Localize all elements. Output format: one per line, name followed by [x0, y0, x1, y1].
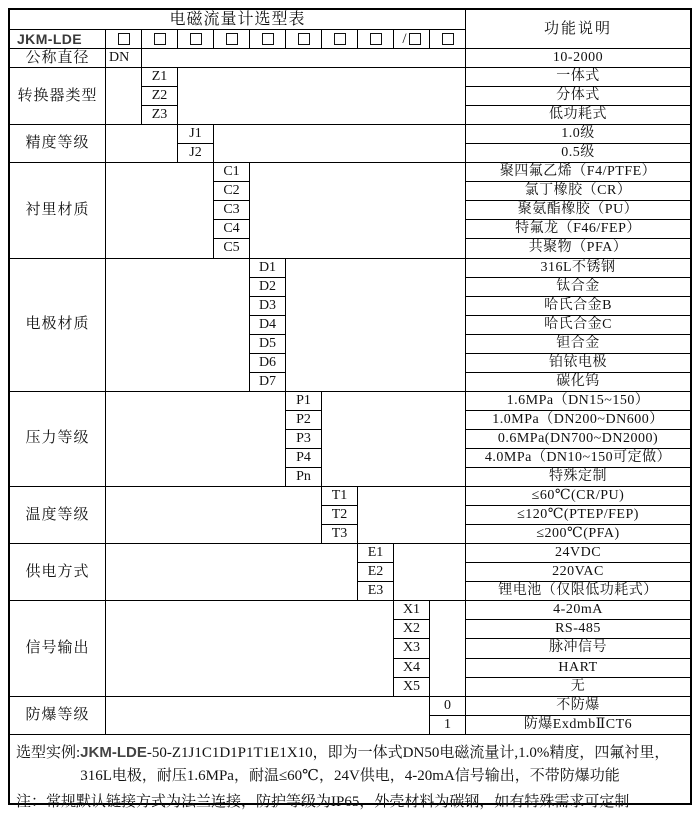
code-cell: J2 [178, 144, 214, 163]
description-cell: 4-20mA [466, 601, 690, 620]
checkbox-cell [178, 30, 214, 49]
checkbox-icon [262, 33, 274, 45]
category-label: 衬里材质 [10, 163, 106, 258]
filler-cell [106, 163, 214, 258]
description-cell: 哈氏合金C [466, 316, 690, 335]
description-cell: 316L不锈钢 [466, 259, 690, 278]
checkbox-icon [118, 33, 130, 45]
code-cell: T3 [322, 525, 358, 544]
code-cell: C1 [214, 163, 250, 182]
example-line-1 [16, 741, 684, 765]
checkbox-cell [430, 30, 466, 49]
table-title: 电磁流量计选型表 [10, 10, 466, 30]
function-description-header: 功能说明 [466, 10, 690, 49]
checkbox-icon [226, 33, 238, 45]
description-cell: RS-485 [466, 620, 690, 639]
description-cell: 特氟龙（F46/FEP） [466, 220, 690, 239]
description-cell: 一体式 [466, 68, 690, 87]
description-cell: 1.0级 [466, 125, 690, 144]
checkbox-cell [394, 30, 430, 49]
example-rest: -50-Z1J1C1D1P1T1E1X10，即为一体式DN50电磁流量计,1.0%精度，四氟衬里， [146, 744, 670, 761]
code-cell: D6 [250, 354, 286, 373]
description-cell: 铂铱电极 [466, 354, 690, 373]
description-cell: 防爆ExdmbⅡCT6 [466, 716, 690, 735]
checkbox-cell [106, 30, 142, 49]
checkbox-cell [250, 30, 286, 49]
code-cell: E2 [358, 563, 394, 582]
code-cell: D3 [250, 297, 286, 316]
code-cell: 0 [430, 697, 466, 716]
filler-cell [106, 544, 358, 601]
description-cell: ≤120℃(PTEP/FEP) [466, 506, 690, 525]
description-cell: 哈氏合金B [466, 297, 690, 316]
description-cell: 碳化钨 [466, 373, 690, 392]
filler-cell [178, 68, 466, 125]
checkbox-cell [358, 30, 394, 49]
description-cell: ≤200℃(PFA) [466, 525, 690, 544]
code-cell: E1 [358, 544, 394, 563]
checkbox-icon [298, 33, 310, 45]
code-cell: Z3 [142, 106, 178, 125]
filler-cell [358, 487, 466, 544]
code-cell: 1 [430, 716, 466, 735]
checkbox-icon [190, 33, 202, 45]
slash-mark: / [402, 30, 407, 47]
checkbox-icon [334, 33, 346, 45]
code-cell: X3 [394, 639, 430, 658]
code-cell: X5 [394, 678, 430, 697]
filler-cell [430, 601, 466, 696]
description-cell: 氯丁橡胶（CR） [466, 182, 690, 201]
description-cell: 低功耗式 [466, 106, 690, 125]
example-model-code: JKM-LDE [80, 743, 147, 761]
code-cell: X1 [394, 601, 430, 620]
description-cell: 聚四氟乙烯（F4/PTFE） [466, 163, 690, 182]
description-cell: 锂电池（仅限低功耗式） [466, 582, 690, 601]
category-label: 信号输出 [10, 601, 106, 696]
description-cell: 无 [466, 678, 690, 697]
description-cell: 钛合金 [466, 278, 690, 297]
checkbox-cell [214, 30, 250, 49]
code-cell: E3 [358, 582, 394, 601]
example-prefix: 选型实例: [16, 744, 81, 761]
category-label: 压力等级 [10, 392, 106, 487]
description-cell: 1.6MPa（DN15~150） [466, 392, 690, 411]
filler-cell [106, 68, 142, 125]
code-cell: T1 [322, 487, 358, 506]
description-cell: 24VDC [466, 544, 690, 563]
code-cell: Z2 [142, 87, 178, 106]
note-line: 注：常规默认链接方式为法兰连接，防护等级为IP65，外壳材料为碳钢，如有特殊需求可定制 [16, 793, 630, 810]
code-cell: C2 [214, 182, 250, 201]
code-cell: X4 [394, 659, 430, 678]
code-cell: D5 [250, 335, 286, 354]
description-cell: 0.6MPa(DN700~DN2000) [466, 430, 690, 449]
description-cell: 不防爆 [466, 697, 690, 716]
code-cell: D4 [250, 316, 286, 335]
code-cell: J1 [178, 125, 214, 144]
filler-cell [322, 392, 466, 487]
description-cell: 分体式 [466, 87, 690, 106]
filler-cell [106, 487, 322, 544]
code-cell: P1 [286, 392, 322, 411]
example-line-2: 316L电极，耐压1.6MPa，耐温≤60℃，24V供电，4-20mA信号输出，不带防爆功能 [80, 767, 620, 784]
code-cell: D2 [250, 278, 286, 297]
code-cell: X2 [394, 620, 430, 639]
filler-cell [250, 163, 466, 258]
code-cell: D1 [250, 259, 286, 278]
description-cell: 特殊定制 [466, 468, 690, 487]
code-cell: D7 [250, 373, 286, 392]
filler-cell [142, 49, 466, 68]
description-cell: HART [466, 659, 690, 678]
category-label: 转换器类型 [10, 68, 106, 125]
description-cell: 1.0MPa（DN200~DN600） [466, 411, 690, 430]
code-cell: C5 [214, 239, 250, 258]
selection-table [8, 8, 692, 810]
checkbox-cell [142, 30, 178, 49]
code-cell: C3 [214, 201, 250, 220]
description-cell: 共聚物（PFA） [466, 239, 690, 258]
checkbox-icon [442, 33, 454, 45]
code-cell: P2 [286, 411, 322, 430]
code-cell: P3 [286, 430, 322, 449]
category-label: 温度等级 [10, 487, 106, 544]
category-label: 公称直径 [10, 49, 106, 68]
filler-cell [106, 259, 250, 392]
checkbox-icon [154, 33, 166, 45]
category-label: 防爆等级 [10, 697, 106, 735]
description-cell: 钽合金 [466, 335, 690, 354]
code-cell: T2 [322, 506, 358, 525]
code-cell: Pn [286, 468, 322, 487]
category-label: 供电方式 [10, 544, 106, 601]
checkbox-icon [370, 33, 382, 45]
code-cell: Z1 [142, 68, 178, 87]
description-cell: 聚氨酯橡胶（PU） [466, 201, 690, 220]
filler-cell [286, 259, 466, 392]
checkbox-icon [409, 33, 421, 45]
description-cell: 4.0MPa（DN10~150可定做） [466, 449, 690, 468]
filler-cell [106, 392, 286, 487]
description-cell: 220VAC [466, 563, 690, 582]
model-prefix-label: JKM-LDE [10, 30, 106, 49]
description-cell: 脉冲信号 [466, 639, 690, 658]
category-label: 电极材质 [10, 259, 106, 392]
filler-cell [106, 601, 394, 696]
description-cell: 10-2000 [466, 49, 690, 68]
description-cell: ≤60℃(CR/PU) [466, 487, 690, 506]
checkbox-cell [322, 30, 358, 49]
description-cell: 0.5级 [466, 144, 690, 163]
filler-cell [394, 544, 466, 601]
footer-notes [10, 735, 690, 814]
category-label: 精度等级 [10, 125, 106, 163]
filler-cell [106, 697, 430, 735]
code-cell: C4 [214, 220, 250, 239]
filler-cell [106, 125, 178, 163]
filler-cell [214, 125, 466, 163]
code-cell: DN [106, 49, 142, 68]
code-cell: P4 [286, 449, 322, 468]
checkbox-cell [286, 30, 322, 49]
